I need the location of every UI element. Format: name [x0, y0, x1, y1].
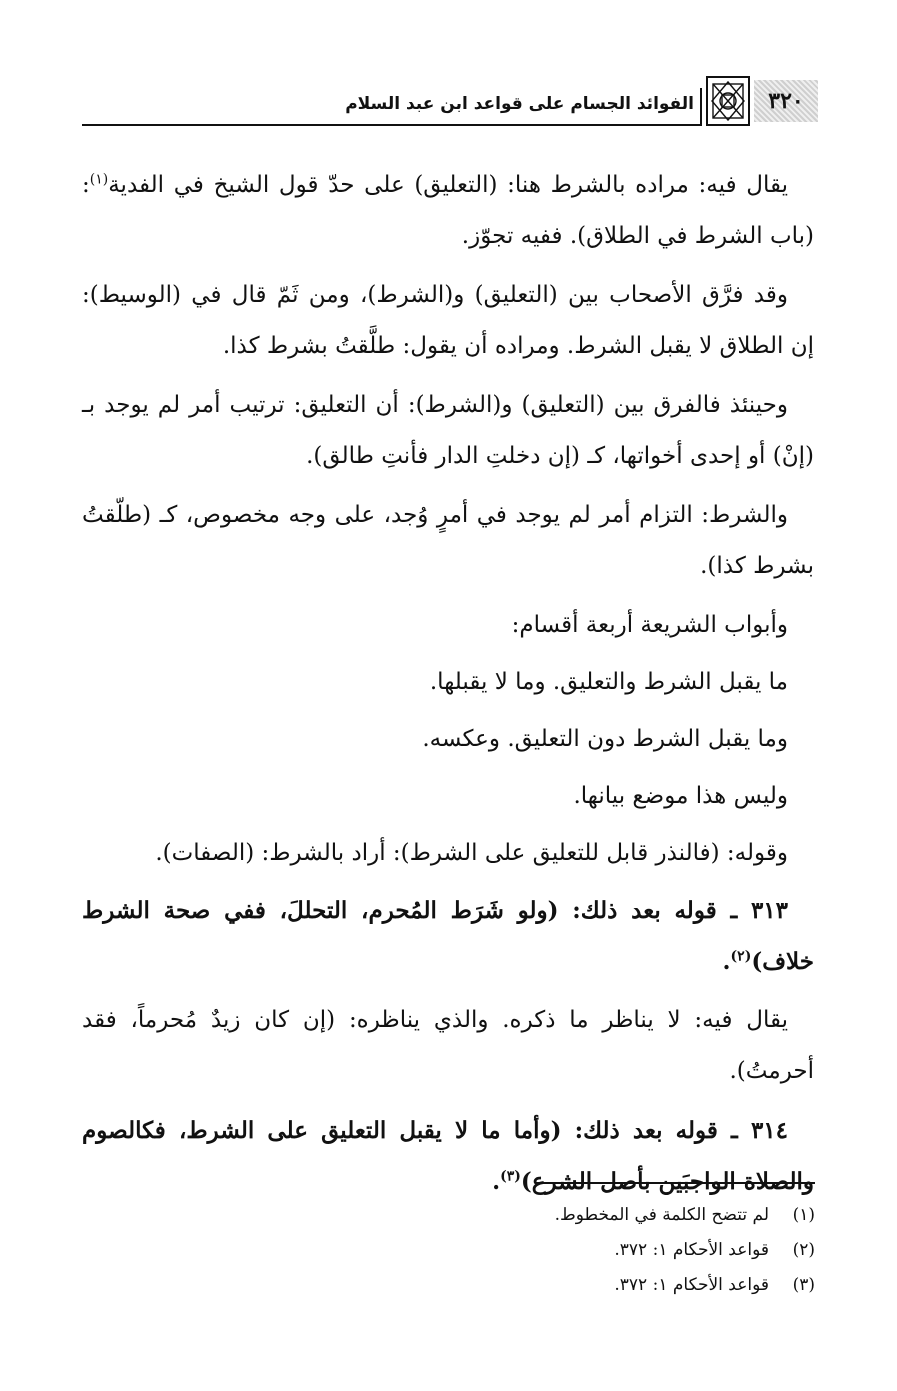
- paragraph-11: يقال فيه: لا يناظر ما ذكره. والذي يناظره: (إن كان زيدٌ مُحرماً، فقد أحرمتُ).: [82, 1007, 814, 1084]
- footnote-2: [215, 1233, 815, 1268]
- paragraph-7: وما يقبل الشرط دون التعليق. وعكسه.: [422, 726, 788, 752]
- footnote-marker[interactable]: (٣): [500, 1168, 521, 1185]
- footnotes: [215, 1198, 815, 1303]
- paragraph-8: وليس هذا موضع بيانها.: [573, 783, 788, 809]
- paragraph-1: [82, 160, 814, 262]
- footnote-number: (١): [792, 1205, 815, 1225]
- paragraph-9: وقوله: (فالنذر قابل للتعليق على الشرط): أراد بالشرط: (الصفات).: [155, 840, 788, 866]
- running-title: الفوائد الجسام على قواعد ابن عبد السلام: [345, 94, 694, 114]
- footnote-text: لم تتضح الكلمة في المخطوط.: [554, 1205, 769, 1225]
- paragraph-text: يقال فيه: مراده بالشرط هنا: (التعليق) على حدّ قول الشيخ في الفدية: [108, 172, 788, 198]
- footnote-text: قواعد الأحكام ١: ٣٧٢.: [614, 1240, 769, 1260]
- paragraph-tail: .: [722, 948, 731, 975]
- body-text: [82, 160, 814, 1215]
- geometric-ornament-icon: [706, 76, 750, 126]
- paragraph-10: [82, 885, 814, 987]
- paragraph-12: [82, 1105, 814, 1207]
- footnote-rule: [535, 1182, 815, 1184]
- footnote-text: قواعد الأحكام ١: ٣٧٢.: [614, 1275, 769, 1295]
- paragraph-text: ٣١٣ ـ قوله بعد ذلك: (ولو شَرَط المُحرم، التحللَ، ففي صحة الشرط خلاف): [82, 897, 814, 975]
- footnote-number: (٢): [792, 1240, 815, 1260]
- paragraph-tail: .: [492, 1168, 501, 1195]
- header-divider: [700, 88, 702, 126]
- page-number: ٣٢٠: [754, 80, 818, 122]
- paragraph-5: وأبواب الشريعة أربعة أقسام:: [511, 612, 788, 638]
- footnote-1: [215, 1198, 815, 1233]
- paragraph-2: وقد فرَّق الأصحاب بين (التعليق) و(الشرط)، ومن ثَمّ قال في (الوسيط): إن الطلاق لا يقبل الشرط. ومراده أن يقول: طلَّقتُ بشرط كذا.: [82, 282, 814, 359]
- footnote-marker[interactable]: (٢): [730, 948, 752, 965]
- paragraph-4: والشرط: التزام أمر لم يوجد في أمرٍ وُجد، على وجه مخصوص، كـ (طلّقتُ بشرط كذا).: [82, 502, 814, 579]
- footnote-3: [215, 1268, 815, 1303]
- paragraph-tail: : (باب الشرط في الطلاق). ففيه تجوّز.: [82, 172, 814, 249]
- running-header: [82, 68, 818, 130]
- header-rule: [82, 124, 702, 126]
- paragraph-3: وحينئذ فالفرق بين (التعليق) و(الشرط): أن التعليق: ترتيب أمر لم يوجد بـ (إنْ) أو إحدى أخواتها، كـ (إن دخلتِ الدار فأنتِ طالق).: [82, 392, 814, 469]
- footnote-marker[interactable]: (١): [89, 171, 109, 188]
- footnote-number: (٣): [792, 1275, 815, 1295]
- paragraph-text: ٣١٤ ـ قوله بعد ذلك: (وأما ما لا يقبل التعليق على الشرط، فكالصوم والصلاة الواجبَين بأصل الشرع): [82, 1117, 814, 1195]
- paragraph-6: ما يقبل الشرط والتعليق. وما لا يقبلها.: [429, 669, 788, 695]
